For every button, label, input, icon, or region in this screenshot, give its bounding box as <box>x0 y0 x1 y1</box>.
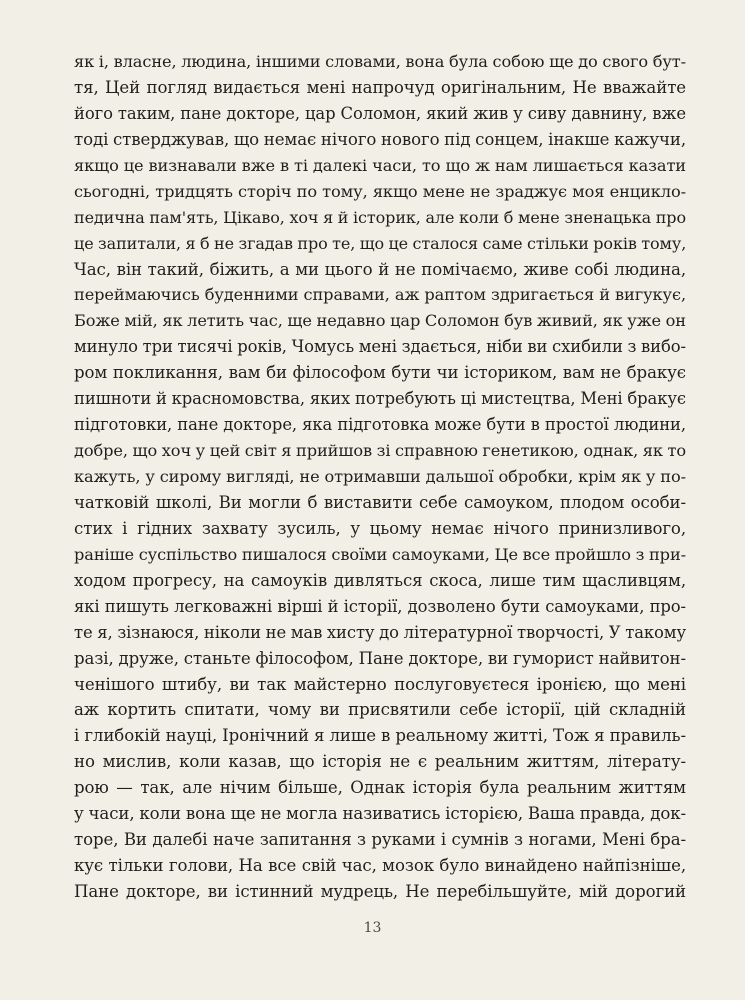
text-line: підготовки, пане докторе, яка підготовка може бути в простої людини, <box>74 415 686 435</box>
text-line: сьогодні, тридцять сторіч по тому, якщо мене не зраджує моя енцикло- <box>74 181 686 201</box>
text-line: ченішого штибу, ви так майстерно послуговуєтеся іронією, що мені <box>74 674 686 694</box>
text-line: якщо це визнавали вже в ті далекі часи, то що ж нам лишається казати <box>74 155 686 175</box>
text-line: тя, Цей погляд видається мені напрочуд оригінальним, Не вважайте <box>74 77 686 97</box>
text-line: рою — так, але нічим більше, Однак історія була реальним життям <box>74 778 686 798</box>
text-line: у часи, коли вона ще не могла називатись історією, Ваша правда, док- <box>74 804 686 824</box>
text-line: Пане докторе, ви істинний мудрець, Не перебільшуйте, мій дорогий <box>74 882 686 901</box>
text-line: і глибокій науці, Іронічний я лише в реальному житті, Тож я правиль- <box>74 726 686 746</box>
text-line: переймаючись буденними справами, аж раптом здригається й вигукує, <box>74 285 686 305</box>
text-line: його таким, пане докторе, цар Соломон, який жив у сиву давнину, вже <box>74 103 686 123</box>
body-text <box>74 49 686 905</box>
text-line: чатковій школі, Ви могли б виставити себе самоуком, плодом особи- <box>74 492 686 512</box>
text-line: Боже мій, як летить час, ще недавно цар Соломон був живий, як уже он <box>74 311 686 331</box>
text-line: ром покликання, вам би філософом бути чи істориком, вам не бракує <box>74 363 686 383</box>
text-line: минуло три тисячі років, Чомусь мені здається, ніби ви схибили з вибо- <box>74 337 686 357</box>
text-line: педична пам'ять, Цікаво, хоч я й історик, але коли б мене зненацька про <box>74 207 686 227</box>
text-line: торе, Ви далебі наче запитання з руками і сумнів з ногами, Мені бра- <box>74 830 686 850</box>
text-line: пишноти й красномовства, яких потребують ці мистецтва, Мені бракує <box>74 389 686 409</box>
text-line: Час, він такий, біжить, а ми цього й не помічаємо, живе собі людина, <box>74 259 686 279</box>
text-line: як і, власне, людина, іншими словами, вона була собою ще до свого бут- <box>74 52 686 71</box>
text-line: тоді стверджував, що немає нічого нового під сонцем, інакше кажучи, <box>74 129 686 149</box>
text-line: те я, зізнаюся, ніколи не мав хисту до літературної творчості, У такому <box>74 622 686 642</box>
text-line: ходом прогресу, на самоуків дивляться скоса, лише тим щасливцям, <box>74 570 686 590</box>
text-line: раніше суспільство пишалося своїми самоуками, Це все пройшло з при- <box>74 544 686 564</box>
text-line: це запитали, я б не згадав про те, що це сталося саме стільки років тому, <box>74 233 687 253</box>
text-line: аж кортить спитати, чому ви присвятили себе історії, цій складній <box>74 700 686 720</box>
text-line: кує тільки голови, На все свій час, мозок було винайдено найпізніше, <box>74 856 686 876</box>
text-line: кажуть, у сирому вигляді, не отримавши дальшої обробки, крім як у по- <box>74 467 686 486</box>
text-line: стих і гідних захвату зусиль, у цьому немає нічого принизливого, <box>74 518 686 538</box>
text-line: разі, друже, станьте філософом, Пане докторе, ви гуморист найвитон- <box>74 648 686 668</box>
page-number: 13 <box>363 920 382 936</box>
text-line: добре, що хоч у цей світ я прийшов зі справною генетикою, однак, як то <box>74 441 686 461</box>
text-line: но мислив, коли казав, що історія не є реальним життям, літерату- <box>74 752 686 772</box>
text-line: які пишуть легковажні вірші й історії, дозволено бути самоуками, про- <box>74 596 686 616</box>
